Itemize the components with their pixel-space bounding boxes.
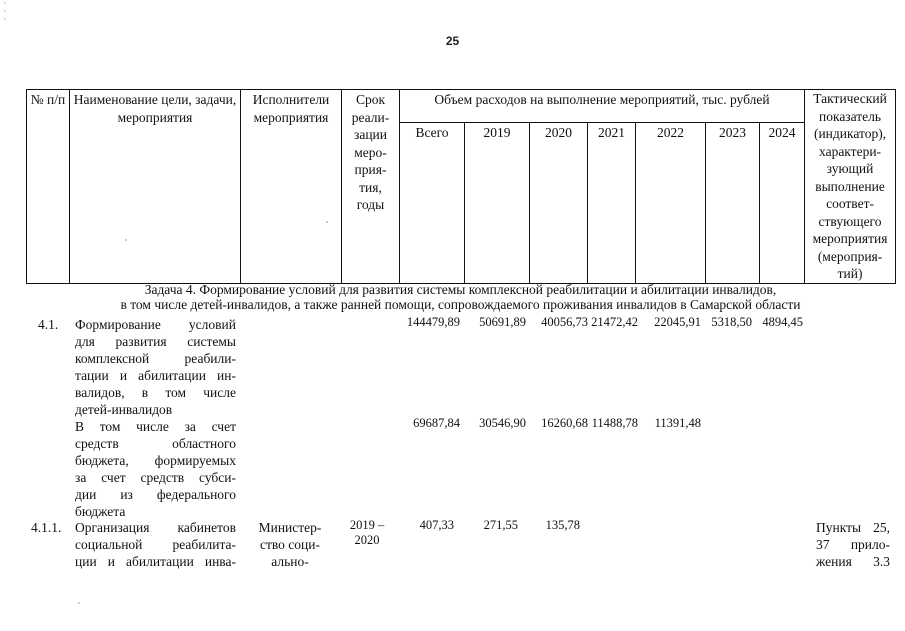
- table-header: [26, 89, 896, 284]
- row-4-1-1-name: Организация кабинетов социальной реабилита- ции и абилитации инва-: [75, 520, 236, 569]
- header-number-col: № п/п: [27, 90, 70, 284]
- row-4-1-2020: 40056,73: [541, 315, 588, 329]
- row-regional-budget-2022: 11391,48: [654, 416, 701, 430]
- row-regional-budget-2021: 11488,78: [591, 416, 638, 430]
- row-4-1-1-2020: 135,78: [545, 518, 580, 532]
- row-4-1-1-indicator: Пункты 25, 37 прило- жения 3.3: [816, 520, 890, 569]
- header-year-2019: 2019: [465, 123, 530, 284]
- page-number: 25: [445, 34, 460, 48]
- header-term-col: Срок реали- зации меро- прия- тия, годы: [342, 90, 400, 284]
- row-regional-budget-name: В том числе за счет средств областного бюджета, формируемых за счет средств субси- дии из федерального бюджета: [75, 419, 236, 519]
- row-4-1-1-term: 2019 – 2020: [349, 518, 385, 547]
- task-heading-line-2: в том числе детей-инвалидов, а также ранней помощи, сопровождаемого проживания инвалидов в Самарской области: [120, 297, 801, 312]
- row-4-1-total: 144479,89: [406, 315, 460, 329]
- row-regional-budget-total: 69687,84: [413, 416, 460, 430]
- scan-speck: [326, 221, 328, 223]
- header-year-2023: 2023: [706, 123, 760, 284]
- row-4-1-1-2019: 271,55: [483, 518, 518, 532]
- row-4-1-1-executor: Министер- ство соци- ально-: [258, 520, 322, 569]
- row-4-1-2022: 22045,91: [654, 315, 701, 329]
- header-year-total: Всего: [400, 123, 465, 284]
- row-4-1-1-total: 407,33: [419, 518, 454, 532]
- row-4-1-name: Формирование условий для развития системы комплексной реабили- тации и абилитации ин- валидов, в том числе детей-инвалидов: [75, 317, 236, 417]
- row-4-1-2023: 5318,50: [711, 315, 752, 329]
- scan-speck: [125, 239, 127, 241]
- header-year-2022: 2022: [636, 123, 706, 284]
- header-name-col: Наименование цели, задачи, мероприятия: [70, 90, 241, 284]
- row-4-1-2021: 21472,42: [591, 315, 638, 329]
- task-heading-line-1: Задача 4. Формирование условий для развития системы комплексной реабилитации и абилитации инвалидов,: [144, 282, 777, 297]
- header-executors-col: Исполнители мероприятия: [241, 90, 342, 284]
- row-regional-budget-2019: 30546,90: [479, 416, 526, 430]
- header-year-2021: 2021: [588, 123, 636, 284]
- row-4-1-1-number: 4.1.1.: [31, 520, 62, 535]
- header-year-2024: 2024: [760, 123, 805, 284]
- row-4-1-2019: 50691,89: [479, 315, 526, 329]
- row-regional-budget-2020: 16260,68: [541, 416, 588, 430]
- header-indicator-col: Тактический показатель (индикатор), характери- зующий выполнение соответ- ствующего мероприятия (мероприя- тий): [805, 90, 896, 284]
- header-budget-col: Объем расходов на выполнение мероприятий, тыс. рублей: [400, 90, 805, 123]
- scan-corner-mark: · · ·: [2, 0, 8, 25]
- header-year-2020: 2020: [530, 123, 588, 284]
- scan-speck: [78, 602, 80, 604]
- row-4-1-number: 4.1.: [38, 317, 59, 332]
- row-4-1-2024: 4894,45: [762, 315, 803, 329]
